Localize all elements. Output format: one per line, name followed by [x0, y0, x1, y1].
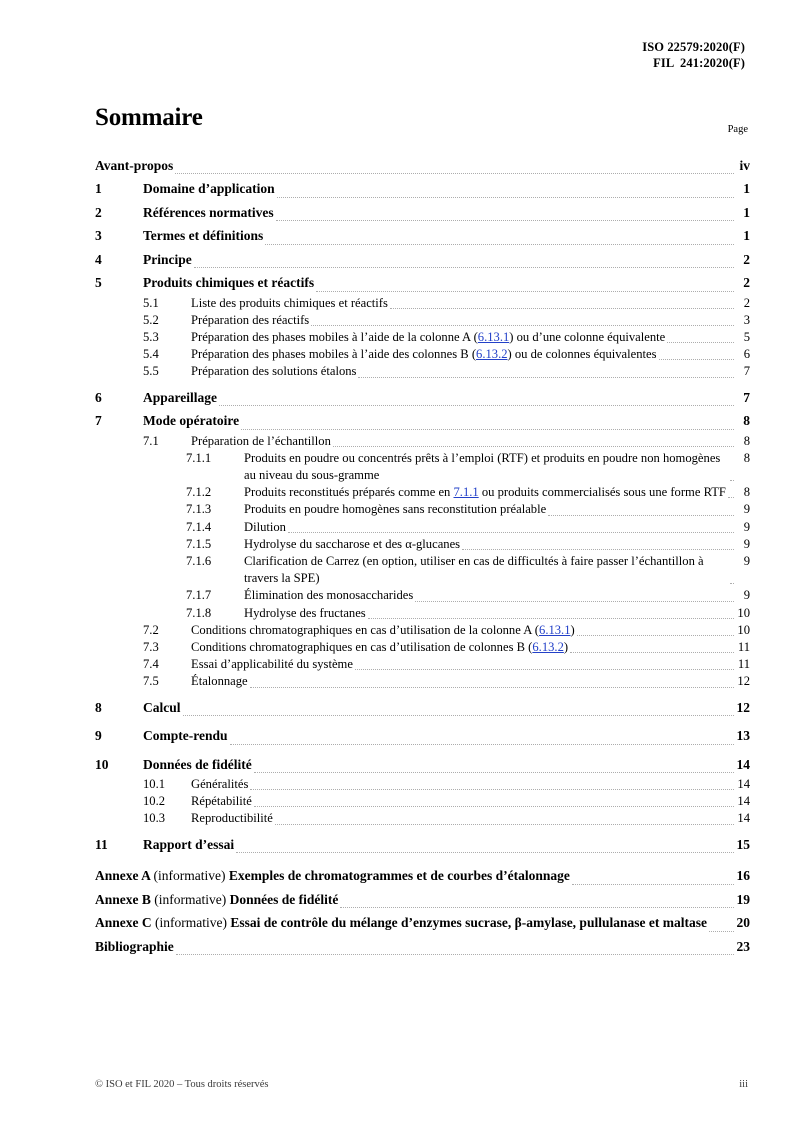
dot-leader — [254, 771, 734, 773]
entry-label: Avant-propos — [95, 158, 174, 173]
dot-leader — [194, 266, 734, 268]
dot-leader — [340, 906, 734, 908]
spacer — [95, 856, 750, 864]
entry-label: Conditions chromatographiques en cas d’utilisation de colonnes B (6.13.2) — [191, 639, 569, 654]
entry-number: 10.2 — [143, 794, 166, 809]
dot-leader — [183, 714, 734, 716]
dot-leader — [241, 428, 734, 430]
toc-entry-annexe-b[interactable] — [95, 888, 750, 912]
entry-number: 7.1.6 — [186, 553, 212, 568]
entry-page-number: iv — [739, 158, 750, 173]
toc-entry-7-1-1[interactable] — [95, 450, 750, 484]
entry-number: 7.1.5 — [186, 536, 212, 551]
entry-page-number: 14 — [737, 777, 750, 792]
dot-leader — [415, 600, 734, 602]
document-reference-header — [642, 40, 745, 71]
entry-page-number: 8 — [743, 433, 750, 448]
entry-label: Répétabilité — [191, 794, 252, 809]
toc-entry-5[interactable] — [95, 271, 750, 295]
entry-number: 7.1.1 — [186, 450, 212, 465]
page-footer — [95, 1079, 748, 1090]
dot-leader — [570, 651, 734, 653]
entry-number: 10.1 — [143, 777, 166, 792]
dot-leader — [219, 404, 734, 406]
entry-number: 3 — [95, 228, 102, 243]
entry-page-number: 5 — [743, 329, 750, 344]
entry-page-number: 13 — [736, 728, 750, 744]
toc-entry-5-2[interactable] — [95, 312, 750, 329]
bibliography-title: Bibliographie — [95, 938, 174, 954]
entry-number: 7.1.7 — [186, 588, 212, 603]
entry-page-number: 1 — [743, 181, 750, 196]
dot-leader — [176, 953, 734, 955]
entry-number: 7.1.3 — [186, 502, 212, 517]
entry-page-number: 11 — [737, 657, 750, 672]
entry-label: Reproductibilité — [191, 811, 273, 826]
dot-leader — [548, 514, 734, 516]
entry-label: Préparation des solutions étalons — [191, 364, 357, 379]
toc-entry-10-2[interactable] — [95, 793, 750, 810]
dot-leader — [175, 172, 734, 174]
entry-page-number: 1 — [743, 204, 750, 220]
entry-label: Généralités — [191, 777, 249, 792]
iso-reference: ISO 22579:2020(F) — [642, 40, 745, 54]
entry-number: 10.3 — [143, 811, 166, 826]
title-row — [95, 103, 748, 137]
dot-leader — [276, 219, 734, 221]
annex-title: Données de fidélité — [229, 891, 339, 907]
entry-label — [95, 864, 570, 888]
entry-label: Préparation de l’échantillon — [191, 433, 331, 448]
toc-entry-7[interactable] — [95, 409, 750, 433]
toc-entry-2[interactable] — [95, 201, 750, 225]
entry-page-number: 2 — [743, 251, 750, 267]
entry-page-number: 12 — [736, 699, 750, 715]
dot-leader — [577, 634, 734, 636]
dot-leader — [288, 531, 734, 533]
cross-reference-link[interactable]: 6.13.2 — [476, 347, 508, 362]
annex-name: Annexe C — [95, 915, 152, 931]
entry-label: Hydrolyse des fructanes — [244, 605, 366, 620]
entry-label: Hydrolyse du saccharose et des α-glucanes — [244, 536, 461, 551]
toc-entry-7-1-3[interactable] — [95, 501, 750, 518]
entry-label: Essai d’applicabilité du système — [191, 657, 353, 672]
dot-leader — [275, 823, 734, 825]
entry-label: Liste des produits chimiques et réactifs — [191, 295, 388, 310]
entry-label — [95, 888, 338, 912]
toc-entry-7-1-7[interactable] — [95, 587, 750, 604]
annex-kind: (informative) — [153, 868, 226, 884]
entry-number: 8 — [95, 699, 102, 715]
toc-entry-3[interactable] — [95, 224, 750, 248]
annex-name: Annexe B — [95, 891, 151, 907]
toc-entry-annexe-a[interactable] — [95, 864, 750, 888]
entry-label: Mode opératoire — [143, 413, 240, 429]
entry-page-number: 23 — [736, 938, 750, 954]
entry-page-number: 8 — [743, 413, 750, 429]
page-number: iii — [739, 1079, 748, 1090]
entry-page-number: 8 — [743, 485, 750, 500]
toc-entry-7-1-4[interactable] — [95, 519, 750, 536]
dot-leader — [316, 290, 734, 292]
entry-label: Principe — [143, 251, 192, 267]
entry-page-number: 1 — [743, 228, 750, 243]
fil-reference: FIL 241:2020(F) — [653, 55, 745, 70]
toc-entry-7-1-6[interactable] — [95, 553, 750, 587]
entry-label: Compte-rendu — [143, 728, 228, 744]
toc-entry-11[interactable] — [95, 833, 750, 857]
annex-kind: (informative) — [154, 891, 227, 907]
entry-number: 5 — [95, 275, 102, 290]
entry-number: 7.1 — [143, 433, 159, 448]
dot-leader — [265, 243, 734, 245]
dot-leader — [236, 851, 734, 853]
toc-entry-7-5[interactable] — [95, 673, 750, 690]
toc-entry-1[interactable] — [95, 177, 750, 201]
entry-page-number: 20 — [736, 915, 750, 931]
entry-page-number: 7 — [743, 389, 750, 405]
entry-label: Calcul — [143, 699, 181, 715]
entry-label — [95, 935, 174, 959]
toc-entry-5-1[interactable] — [95, 295, 750, 312]
entry-number: 11 — [95, 836, 108, 852]
entry-label: Termes et définitions — [143, 228, 264, 243]
entry-label: Préparation des réactifs — [191, 312, 310, 327]
entry-page-number: 3 — [743, 312, 750, 327]
annex-title: Essai de contrôle du mélange d’enzymes sucrase, β-amylase, pullulanase et maltase — [230, 915, 707, 931]
cross-reference-link[interactable]: 7.1.1 — [453, 485, 479, 500]
toc-entry-6[interactable] — [95, 386, 750, 410]
entry-page-number: 9 — [743, 502, 750, 517]
annex-name: Annexe A — [95, 868, 151, 884]
entry-page-number: 9 — [743, 588, 750, 603]
entry-label — [95, 911, 707, 935]
entry-number: 7.5 — [143, 674, 159, 689]
dot-leader — [390, 307, 734, 309]
entry-number: 10 — [95, 756, 109, 772]
toc-entry-10[interactable] — [95, 753, 750, 777]
entry-label: Domaine d’application — [143, 181, 275, 196]
entry-label: Produits en poudre homogènes sans reconstitution préalable — [244, 502, 547, 517]
dot-leader — [333, 445, 734, 447]
toc-entry-7-4[interactable] — [95, 656, 750, 673]
entry-page-number: 8 — [743, 450, 750, 465]
toc-entry-4[interactable] — [95, 248, 750, 272]
entry-number: 5.5 — [143, 364, 159, 379]
dot-leader — [728, 496, 734, 498]
toc-entry-7-1-8[interactable] — [95, 605, 750, 622]
entry-page-number: 12 — [737, 674, 750, 689]
entry-label: Élimination des monosaccharides — [244, 588, 414, 603]
dot-leader — [709, 930, 734, 932]
entry-page-number: 15 — [736, 836, 750, 852]
dot-leader — [730, 582, 734, 584]
entry-page-number: 11 — [737, 639, 750, 654]
entry-label: Appareillage — [143, 389, 217, 405]
entry-number: 7.1.4 — [186, 519, 212, 534]
entry-label: Produits en poudre ou concentrés prêts à l’emploi (RTF) et produits en poudre non homogènes au niveau du sous-gramme — [244, 450, 721, 482]
dot-leader — [667, 341, 734, 343]
entry-page-number: 14 — [737, 794, 750, 809]
entry-number: 7.4 — [143, 657, 159, 672]
entry-page-number: 14 — [737, 811, 750, 826]
entry-number: 5.2 — [143, 312, 159, 327]
entry-page-number: 2 — [743, 275, 750, 290]
entry-number: 1 — [95, 181, 102, 196]
entry-label: Données de fidélité — [143, 756, 252, 772]
entry-page-number: 7 — [743, 364, 750, 379]
entry-page-number: 19 — [736, 891, 750, 907]
entry-label: Produits chimiques et réactifs — [143, 275, 315, 290]
annex-title: Exemples de chromatogrammes et de courbes d’étalonnage — [228, 868, 570, 884]
dot-leader — [358, 376, 734, 378]
dot-leader — [277, 196, 734, 198]
entry-label: Conditions chromatographiques en cas d’utilisation de la colonne A (6.13.1) — [191, 622, 575, 637]
toc-entry-7-1-5[interactable] — [95, 536, 750, 553]
entry-page-number: 9 — [743, 553, 750, 568]
entry-number: 5.1 — [143, 295, 159, 310]
dot-leader — [250, 686, 734, 688]
entry-page-number: 14 — [736, 756, 750, 772]
toc-entry-10-1[interactable] — [95, 776, 750, 793]
entry-page-number: 16 — [736, 868, 750, 884]
entry-label: Étalonnage — [191, 674, 248, 689]
annex-kind: (informative) — [155, 915, 227, 931]
entry-label: Références normatives — [143, 204, 274, 220]
toc-entry-5-4[interactable] — [95, 346, 750, 363]
entry-page-number: 2 — [743, 295, 750, 310]
page-title: Sommaire — [95, 104, 203, 131]
entry-label: Rapport d’essai — [143, 836, 235, 852]
dot-leader — [572, 883, 734, 885]
entry-number: 7.1.2 — [186, 485, 212, 500]
toc-entry-5-3[interactable] — [95, 329, 750, 346]
entry-label: Dilution — [244, 519, 286, 534]
toc-entry-bibliographie[interactable] — [95, 935, 750, 959]
toc-entry-avant-propos[interactable] — [95, 155, 750, 177]
toc-entry-8[interactable] — [95, 696, 750, 720]
entry-label: Produits reconstitués préparés comme en 7.1.1 ou produits commercialisés sous une forme RTF — [244, 485, 726, 500]
entry-number: 5.4 — [143, 347, 159, 362]
entry-page-number: 9 — [743, 536, 750, 551]
toc-entry-9[interactable] — [95, 724, 750, 748]
dot-leader — [730, 479, 734, 481]
entry-number: 9 — [95, 728, 102, 744]
entry-label: Préparation des phases mobiles à l’aide des colonnes B (6.13.2) ou de colonnes équivalentes — [191, 347, 657, 362]
toc-entry-7-2[interactable] — [95, 622, 750, 639]
entry-number: 2 — [95, 204, 102, 220]
dot-leader — [355, 668, 734, 670]
cross-reference-link[interactable]: 6.13.1 — [539, 622, 571, 637]
dot-leader — [311, 324, 734, 326]
entry-number: 6 — [95, 389, 102, 405]
entry-page-number: 6 — [743, 347, 750, 362]
dot-leader — [462, 548, 734, 550]
entry-page-number: 10 — [737, 622, 750, 637]
toc-entry-10-3[interactable] — [95, 810, 750, 827]
toc-entry-annexe-c[interactable] — [95, 911, 750, 935]
toc-entry-7-3[interactable] — [95, 639, 750, 656]
entry-label: Préparation des phases mobiles à l’aide de la colonne A (6.13.1) ou d’une colonne équivalente — [191, 329, 666, 344]
toc-entry-7-1-2[interactable] — [95, 484, 750, 501]
toc-entry-7-1[interactable] — [95, 433, 750, 450]
entry-number: 7 — [95, 413, 102, 429]
dot-leader — [230, 743, 734, 745]
dot-leader — [254, 805, 734, 807]
cross-reference-link[interactable]: 6.13.1 — [477, 329, 510, 344]
cross-reference-link[interactable]: 6.13.2 — [532, 639, 564, 654]
entry-number: 7.1.8 — [186, 605, 212, 620]
entry-number: 5.3 — [143, 329, 159, 344]
dot-leader — [368, 617, 734, 619]
entry-number: 4 — [95, 251, 102, 267]
entry-page-number: 10 — [737, 605, 750, 620]
entry-number: 7.3 — [143, 639, 159, 654]
table-of-contents — [95, 155, 750, 958]
dot-leader — [659, 358, 734, 360]
entry-number: 7.2 — [143, 622, 159, 637]
toc-entry-5-5[interactable] — [95, 363, 750, 380]
dot-leader — [250, 788, 734, 790]
page-column-header: Page — [727, 124, 748, 135]
entry-page-number: 9 — [743, 519, 750, 534]
entry-label: Clarification de Carrez (en option, utiliser en cas de difficultés à faire passer l’échantillon à travers la SPE) — [244, 553, 704, 586]
copyright-notice: © ISO et FIL 2020 – Tous droits réservés — [95, 1079, 269, 1090]
